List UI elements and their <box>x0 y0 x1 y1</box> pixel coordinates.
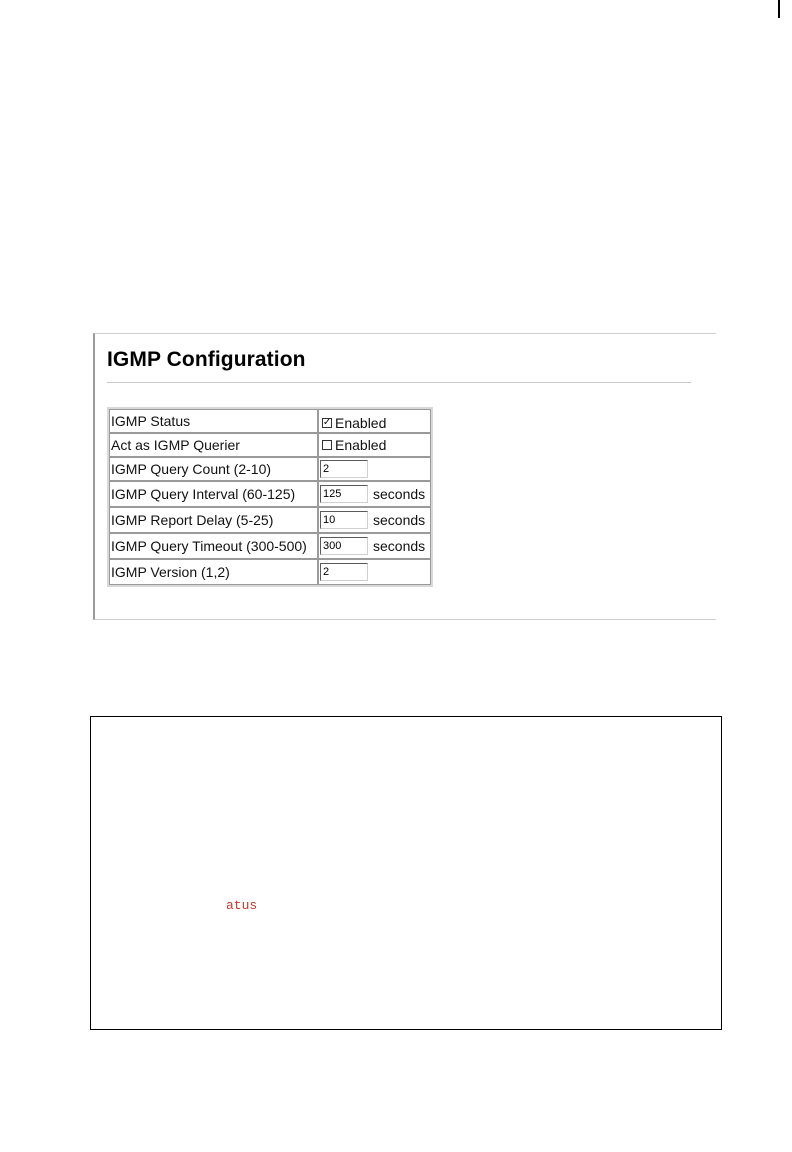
row-value <box>318 457 431 481</box>
table-row-igmp-version <box>109 559 431 585</box>
row-value <box>318 481 431 507</box>
row-value <box>318 559 431 585</box>
row-label: Act as IGMP Querier <box>109 433 318 457</box>
row-value <box>318 409 431 433</box>
querier-toggle[interactable] <box>320 437 386 453</box>
row-label: IGMP Query Count (2-10) <box>109 457 318 481</box>
checkbox-label: Enabled <box>335 437 387 453</box>
table-row-report-delay <box>109 507 431 533</box>
report-delay-input[interactable] <box>320 511 368 529</box>
igmp-status-checkbox[interactable]: ✓ <box>322 416 332 428</box>
row-value <box>318 533 431 559</box>
row-label: IGMP Report Delay (5-25) <box>109 507 318 533</box>
unit-label: seconds <box>373 512 426 529</box>
row-label: IGMP Version (1,2) <box>109 559 318 585</box>
row-value <box>318 433 431 457</box>
table-row-query-interval <box>109 481 431 507</box>
row-value <box>318 507 431 533</box>
query-timeout-input[interactable] <box>320 537 368 555</box>
unit-label: seconds <box>373 538 426 555</box>
table-row-query-count <box>109 457 431 481</box>
table-row-query-timeout <box>109 533 431 559</box>
page-title: IGMP Configuration <box>107 348 306 371</box>
row-label: IGMP Query Timeout (300-500) <box>109 533 318 559</box>
igmp-version-input[interactable] <box>320 563 368 581</box>
unit-label: seconds <box>373 486 426 503</box>
igmp-config-table <box>107 407 433 587</box>
page-top-rule <box>778 0 780 18</box>
checkbox-label: Enabled <box>335 414 387 431</box>
igmp-configuration-panel <box>93 333 716 620</box>
row-label: IGMP Query Interval (60-125) <box>109 481 318 507</box>
igmp-status-toggle[interactable] <box>320 415 386 431</box>
query-interval-input[interactable] <box>320 485 368 503</box>
query-count-input[interactable] <box>320 460 368 478</box>
table-row-igmp-status <box>109 409 431 433</box>
title-divider <box>107 382 691 383</box>
code-example-box <box>90 716 722 1030</box>
table-row-act-as-querier <box>109 433 431 457</box>
row-label: IGMP Status <box>109 409 318 433</box>
code-fragment: atus <box>226 898 258 913</box>
querier-checkbox[interactable] <box>322 440 332 450</box>
